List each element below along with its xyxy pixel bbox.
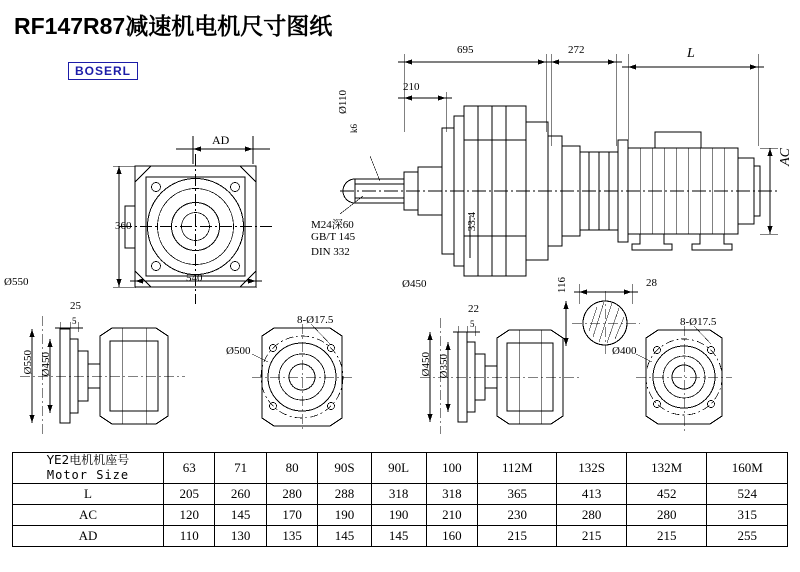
table-cell: 280	[557, 505, 627, 526]
table-cell: 90L	[371, 453, 426, 484]
dim-label-33-4: 33.4	[466, 212, 478, 232]
table-cell: 145	[318, 526, 371, 547]
dim-label-dia450: Ø450	[40, 352, 52, 377]
dim-label-dia350: Ø350	[438, 354, 450, 379]
table-cell: 160M	[707, 453, 788, 484]
table-cell: 63	[164, 453, 215, 484]
dim-label-dia110-tolerance: k6	[349, 124, 359, 133]
table-cell: 524	[707, 484, 788, 505]
table-cell: 135	[266, 526, 317, 547]
row-header-l: L	[13, 484, 164, 505]
thread-note-line3: DIN 332	[311, 246, 350, 258]
table-cell: 452	[626, 484, 706, 505]
table-cell: 205	[164, 484, 215, 505]
thread-note-line1: M24深60	[311, 219, 354, 231]
table-cell: 255	[707, 526, 788, 547]
dim-label-ad: AD	[212, 133, 230, 147]
table-cell: 230	[478, 505, 557, 526]
row-header-motor-size-cn: YE2电机机座号	[46, 453, 130, 467]
table-row-l	[13, 484, 788, 505]
table-cell: 112M	[478, 453, 557, 484]
table-row-ad	[13, 526, 788, 547]
table-cell: 280	[266, 484, 317, 505]
dim-label-22: 22	[468, 303, 479, 315]
table-cell: 71	[215, 453, 266, 484]
table-cell: 190	[371, 505, 426, 526]
technical-drawing	[0, 36, 800, 448]
dim-label-dia400: Ø400	[612, 345, 637, 357]
table-cell: 215	[557, 526, 627, 547]
dim-label-695: 695	[457, 44, 474, 56]
dim-label-holes-right: 8-Ø17.5	[680, 316, 717, 328]
row-header-motor-size-en: Motor Size	[46, 468, 130, 482]
table-cell: 365	[478, 484, 557, 505]
table-cell: 280	[626, 505, 706, 526]
table-row-ac	[13, 505, 788, 526]
table-cell: 190	[318, 505, 371, 526]
dim-label-272: 272	[568, 44, 585, 56]
dim-label-116: 116	[556, 277, 568, 294]
dim-label-540: 540	[186, 272, 203, 284]
table-cell: 318	[426, 484, 477, 505]
table-cell: 80	[266, 453, 317, 484]
brand-logo: BOSERL	[68, 62, 138, 80]
dim-label-25: 25	[70, 300, 81, 312]
table-cell: 318	[371, 484, 426, 505]
table-row-header	[13, 453, 788, 484]
dim-label-dia450-top: Ø450	[402, 278, 427, 290]
dim-label-dia500: Ø500	[226, 345, 251, 357]
table-cell: 288	[318, 484, 371, 505]
table-cell: 100	[426, 453, 477, 484]
dim-label-ac: AC	[778, 148, 793, 166]
dim-label-360: 360	[115, 220, 132, 232]
table-cell: 215	[478, 526, 557, 547]
table-cell: 145	[371, 526, 426, 547]
table-cell: 90S	[318, 453, 371, 484]
row-header-motor-size	[13, 453, 164, 484]
dim-label-dia550-top: Ø550	[4, 276, 29, 288]
page-title: RF147R87减速机电机尺寸图纸	[14, 13, 333, 39]
dim-label-5-right: 5	[470, 319, 475, 329]
row-header-ad: AD	[13, 526, 164, 547]
motor-size-table	[12, 452, 788, 547]
dim-label-210: 210	[403, 81, 420, 93]
table-cell: 160	[426, 526, 477, 547]
dim-label-5-left: 5	[72, 316, 77, 326]
thread-note-line2: GB/T 145	[311, 231, 356, 243]
table-cell: 315	[707, 505, 788, 526]
table-cell: 413	[557, 484, 627, 505]
dim-label-l: L	[687, 46, 695, 61]
table-cell: 260	[215, 484, 266, 505]
dim-label-holes-left: 8-Ø17.5	[297, 314, 334, 326]
table-cell: 210	[426, 505, 477, 526]
table-cell: 170	[266, 505, 317, 526]
dim-label-dia450-b: Ø450	[420, 352, 432, 377]
dim-label-dia110: Ø110	[337, 90, 349, 115]
table-cell: 120	[164, 505, 215, 526]
table-cell: 132M	[626, 453, 706, 484]
table-cell: 215	[626, 526, 706, 547]
table-cell: 145	[215, 505, 266, 526]
row-header-ac: AC	[13, 505, 164, 526]
dim-label-dia550: Ø550	[22, 350, 34, 375]
table-cell: 132S	[557, 453, 627, 484]
dim-label-28: 28	[646, 277, 657, 289]
table-cell: 110	[164, 526, 215, 547]
table-cell: 130	[215, 526, 266, 547]
